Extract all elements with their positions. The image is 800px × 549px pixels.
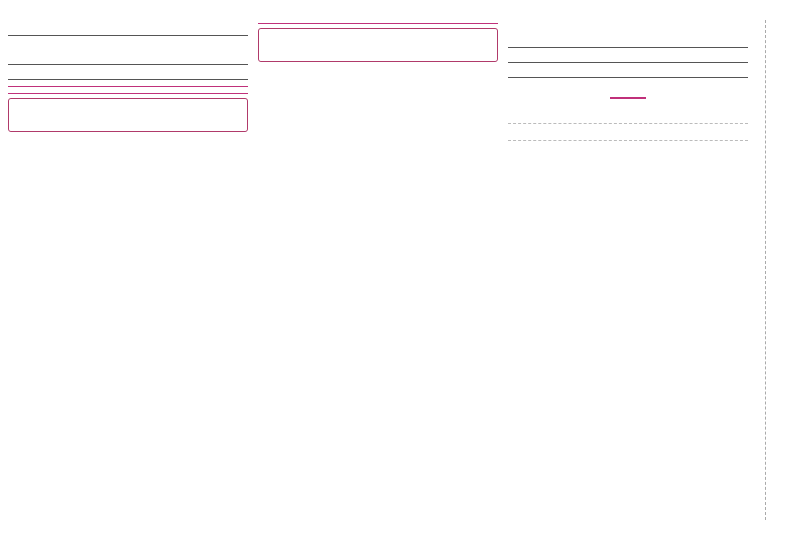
question-4 <box>8 40 248 51</box>
passage-paragraph <box>258 23 498 24</box>
question-5 <box>508 23 748 34</box>
middle-column <box>258 22 498 527</box>
binding-margin <box>765 20 790 520</box>
answer-line[interactable] <box>508 37 748 48</box>
section-title <box>8 86 248 94</box>
answer-line[interactable] <box>508 52 748 63</box>
answer-line[interactable] <box>8 25 248 36</box>
predict-box[interactable] <box>8 98 248 132</box>
writing-line[interactable] <box>508 107 748 124</box>
exam-page <box>8 22 748 527</box>
right-column <box>508 22 748 527</box>
answer-line[interactable] <box>508 67 748 78</box>
section-express <box>508 84 748 103</box>
left-column <box>8 22 248 527</box>
writing-line[interactable] <box>508 124 748 141</box>
page-header <box>0 0 800 20</box>
predict-box[interactable] <box>258 28 498 62</box>
answer-line[interactable] <box>8 54 248 65</box>
answer-line[interactable] <box>8 69 248 80</box>
